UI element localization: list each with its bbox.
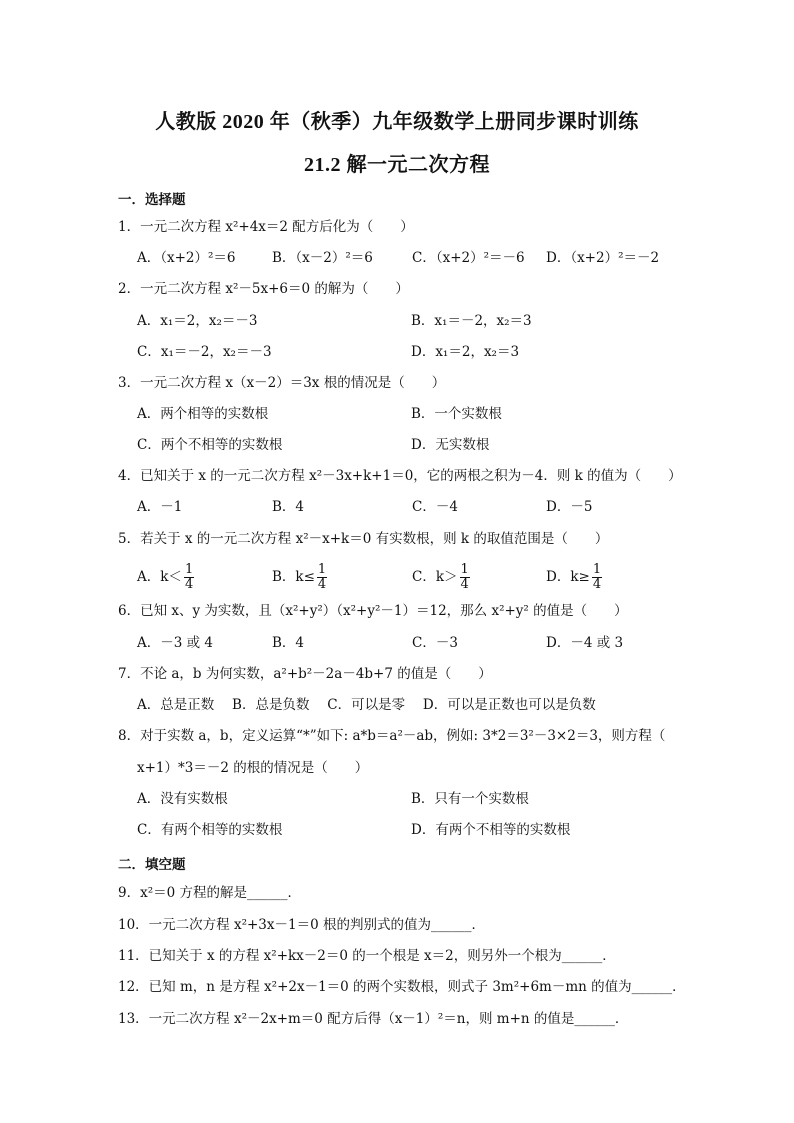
fraction-denominator: 4 (184, 577, 194, 592)
question-2-option-a: A．x₁＝2，x₂＝－3 (137, 313, 258, 329)
question-10: 10．一元二次方程 x²+3x－1＝0 根的判别式的值为______． (118, 917, 485, 933)
question-6-option-c: C．－3 (412, 635, 458, 651)
question-7-stem: 7．不论 a，b 为何实数，a²+b²－2a－4b+7 的值是（ ） (118, 666, 492, 682)
fraction-numerator: 1 (460, 562, 469, 577)
fraction-one-quarter (184, 563, 194, 592)
fraction-denominator: 4 (592, 577, 602, 592)
question-6-option-d: D．－4 或 3 (546, 635, 624, 651)
question-1-option-d: D．（x+2）²＝－2 (546, 250, 660, 266)
question-9: 9．x²＝0 方程的解是______． (118, 885, 301, 901)
option-d-label: D．k≥ (546, 569, 590, 585)
question-5-option-a (137, 562, 194, 592)
question-7-options: A．总是正数 B．总是负数 C．可以是零 D．可以是正数也可以是负数 (137, 697, 596, 713)
question-8-stem-line2: x+1）*3＝－2 的根的情况是（ ） (137, 760, 369, 776)
question-1-option-a: A．（x+2）²＝6 (137, 250, 236, 266)
question-5-stem: 5．若关于 x 的一元二次方程 x²－x+k＝0 有实数根，则 k 的取值范围是（ ） (118, 531, 609, 547)
question-8-stem-line1: 8．对于实数 a，b，定义运算“*”如下: a*b＝a²－ab，例如: 3*2＝3²－3×2＝3，则方程（ (118, 728, 666, 744)
question-8-option-d: D．有两个不相等的实数根 (411, 822, 571, 838)
question-8-option-b: B．只有一个实数根 (411, 791, 529, 807)
question-5-option-b (272, 562, 327, 592)
fraction-numerator: 1 (317, 562, 327, 577)
page-subtitle: 21.2 解一元二次方程 (304, 154, 490, 176)
question-6-stem: 6．已知 x、y 为实数，且（x²+y²）（x²+y²－1）＝12，那么 x²+y² 的值是（ ） (118, 603, 628, 619)
question-2-option-c: C．x₁＝－2，x₂＝－3 (137, 344, 272, 360)
question-1-option-b: B．（x－2）²＝6 (272, 250, 373, 266)
question-1-option-c: C．（x+2）²＝－6 (412, 250, 525, 266)
option-b-label: B．k≤ (272, 569, 315, 585)
fraction-one-quarter (317, 563, 327, 592)
question-1-stem: 1．一元二次方程 x²+4x＝2 配方后化为（ ） (118, 219, 414, 235)
section-heading-choice: 一．选择题 (118, 192, 186, 208)
question-12: 12．已知 m，n 是方程 x²+2x－1＝0 的两个实数根，则式子 3m²+6m－mn 的值为______． (118, 979, 686, 995)
fraction-denominator: 4 (317, 577, 327, 592)
question-4-stem: 4．已知关于 x 的一元二次方程 x²－3x+k+1＝0，它的两根之积为－4．则 k 的值为（ ） (118, 468, 682, 484)
question-2-option-b: B．x₁＝－2，x₂＝3 (411, 313, 532, 329)
fraction-numerator: 1 (592, 562, 602, 577)
question-2-stem: 2．一元二次方程 x²－5x+6＝0 的解为（ ） (118, 281, 409, 297)
question-8-option-a: A．没有实数根 (137, 791, 228, 807)
question-3-option-a: A．两个相等的实数根 (137, 406, 269, 422)
question-3-stem: 3．一元二次方程 x（x－2）＝3x 根的情况是（ ） (118, 375, 446, 391)
question-3-option-d: D．无实数根 (411, 437, 490, 453)
question-6-option-b: B．4 (272, 635, 305, 651)
option-a-label: A．k＜ (137, 569, 182, 585)
fraction-denominator: 4 (460, 577, 469, 592)
question-4-option-a: A．－1 (137, 499, 183, 515)
question-2-option-d: D．x₁＝2，x₂＝3 (411, 344, 520, 360)
question-4-option-d: D．－5 (546, 499, 593, 515)
question-13: 13．一元二次方程 x²－2x+m＝0 配方后得（x－1）²＝n，则 m+n 的值是______． (118, 1011, 629, 1027)
question-4-option-b: B．4 (272, 499, 305, 515)
fraction-one-quarter (592, 563, 602, 592)
fraction-numerator: 1 (184, 562, 194, 577)
question-5-option-c (412, 562, 470, 592)
question-3-option-b: B．一个实数根 (411, 406, 502, 422)
question-3-option-c: C．两个不相等的实数根 (137, 437, 283, 453)
question-5-option-d (546, 562, 602, 592)
page-title: 人教版 2020 年（秋季）九年级数学上册同步课时训练 (155, 111, 639, 133)
section-heading-fill: 二．填空题 (118, 857, 186, 873)
question-11: 11．已知关于 x 的方程 x²+kx－2＝0 的一个根是 x＝2，则另外一个根为______． (118, 948, 616, 964)
question-6-option-a: A．－3 或 4 (137, 635, 214, 651)
question-8-option-c: C．有两个相等的实数根 (137, 822, 283, 838)
fraction-one-quarter (460, 563, 470, 592)
option-c-label: C．k＞ (412, 569, 458, 585)
question-4-option-c: C．－4 (412, 499, 458, 515)
